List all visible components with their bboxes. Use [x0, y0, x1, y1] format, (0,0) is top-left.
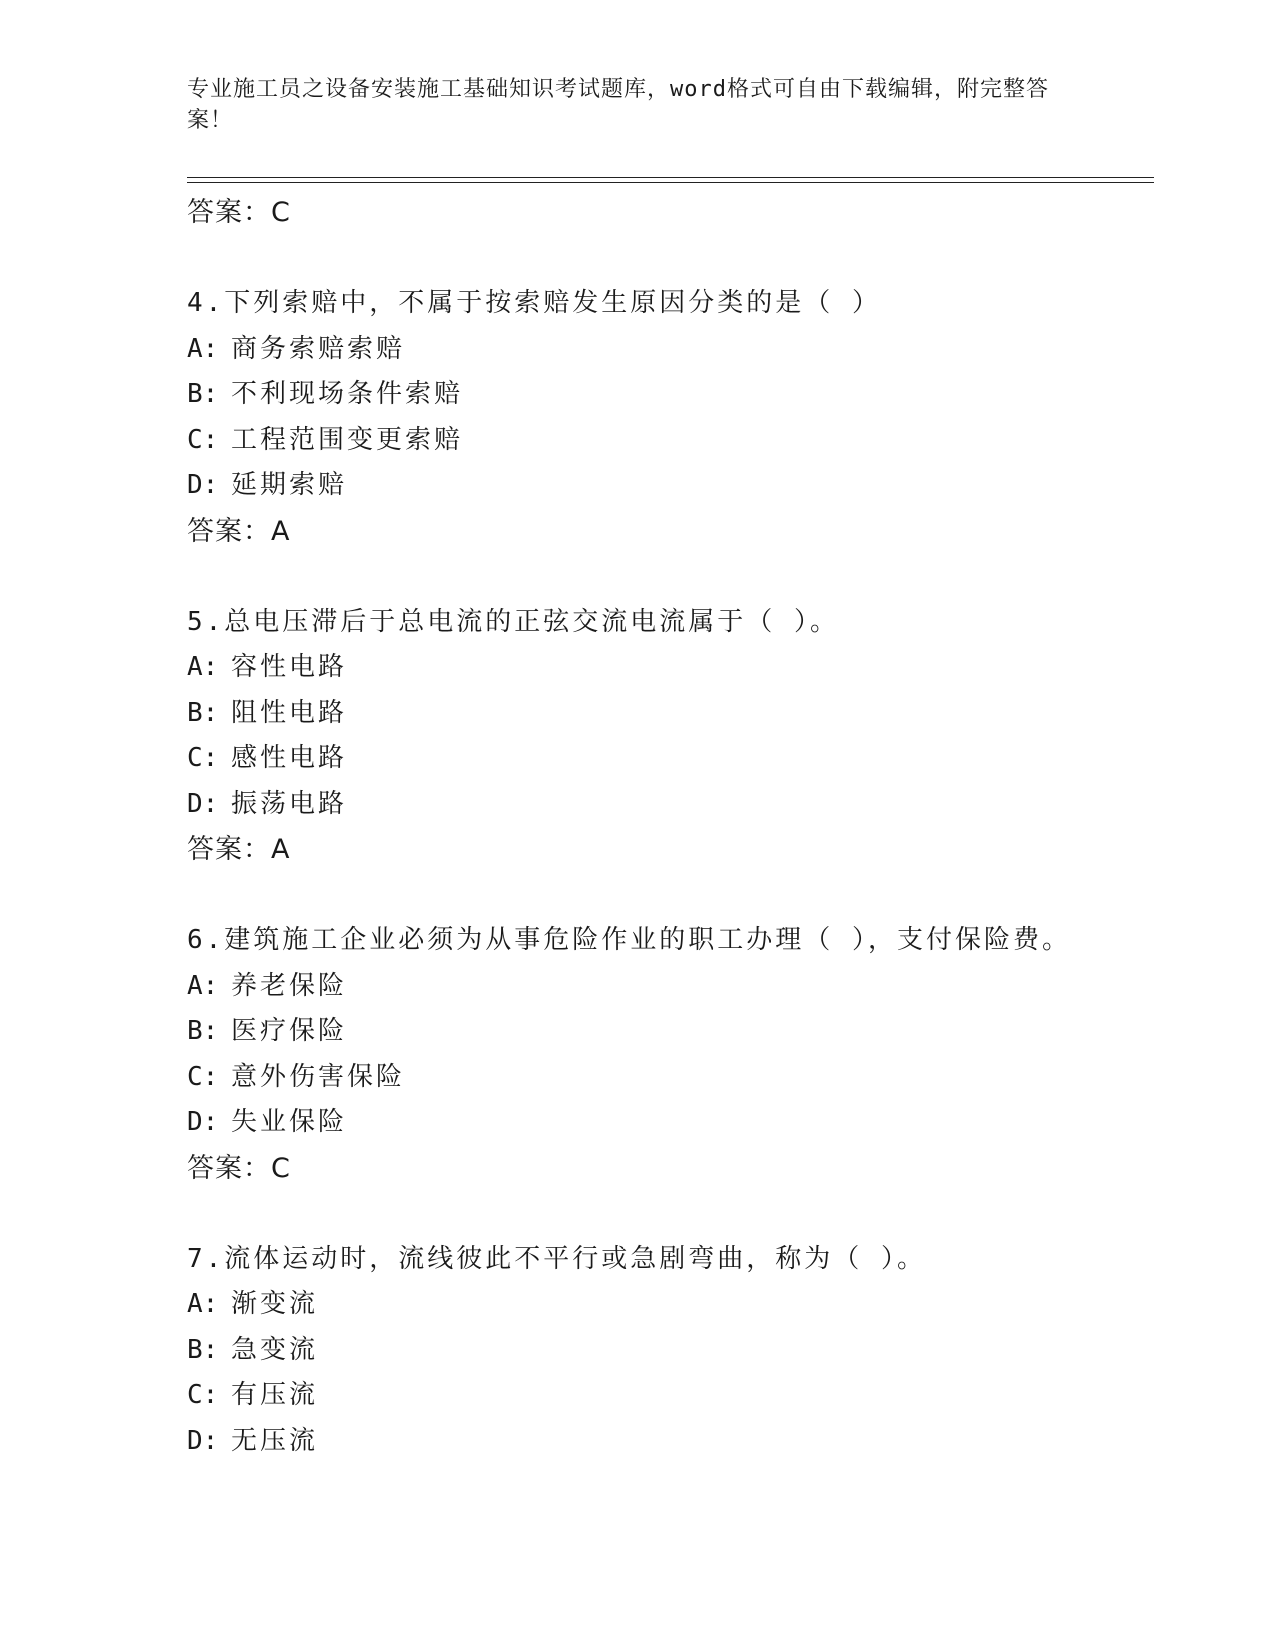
- option-label: B:: [187, 1016, 219, 1046]
- option-row: [187, 1055, 1147, 1101]
- option-text: 养老保险: [231, 970, 348, 1001]
- option-text: 振荡电路: [231, 788, 348, 819]
- spacer: [187, 555, 1147, 600]
- option-label: A:: [187, 1289, 219, 1319]
- option-row: [187, 736, 1147, 782]
- questions-container: [187, 281, 1147, 1464]
- spacer: [187, 873, 1147, 918]
- answer-line: 答案：A: [187, 834, 291, 865]
- question-block: [187, 281, 1147, 600]
- option-row: [187, 964, 1147, 1010]
- option-text: 工程范围变更索赔: [231, 424, 464, 455]
- option-label: C:: [187, 1061, 219, 1092]
- option-label: A:: [187, 652, 219, 682]
- option-text: 有压流: [231, 1380, 319, 1410]
- answer-line: 答案：A: [187, 515, 291, 547]
- option-row: [187, 645, 1147, 691]
- option-label: C:: [187, 424, 219, 455]
- option-text: 不利现场条件索赔: [231, 379, 464, 409]
- option-label: A:: [187, 970, 219, 1001]
- answer-line: 答案：C: [187, 1152, 291, 1184]
- option-label: B:: [187, 697, 219, 728]
- option-row: [187, 1282, 1147, 1328]
- option-text: 急变流: [231, 1334, 319, 1365]
- option-label: D:: [187, 470, 219, 500]
- question-stem: 5.总电压滞后于总电流的正弦交流电流属于（ ）。: [187, 606, 839, 637]
- option-text: 感性电路: [231, 743, 348, 773]
- option-text: 渐变流: [231, 1289, 319, 1319]
- question-list: [187, 190, 1147, 1464]
- spacer: [187, 236, 1147, 281]
- option-label: A:: [187, 333, 219, 364]
- option-label: D:: [187, 788, 219, 819]
- question-block: [187, 1237, 1147, 1465]
- option-row: [187, 782, 1147, 828]
- option-text: 容性电路: [231, 652, 348, 682]
- option-label: B:: [187, 379, 219, 409]
- option-label: C:: [187, 1380, 219, 1410]
- option-text: 商务索赔索赔: [231, 333, 406, 364]
- header-divider-bottom: [187, 182, 1154, 183]
- question-block: [187, 918, 1147, 1237]
- option-text: 延期索赔: [231, 470, 348, 500]
- question-stem: 7.流体运动时，流线彼此不平行或急剧弯曲，称为（ ）。: [187, 1243, 926, 1274]
- option-text: 意外伤害保险: [231, 1061, 406, 1092]
- option-row: [187, 1328, 1147, 1374]
- question-stem: 4.下列索赔中，不属于按索赔发生原因分类的是（ ）: [187, 288, 881, 318]
- option-label: B:: [187, 1334, 219, 1365]
- option-row: [187, 327, 1147, 373]
- question-stem: 6.建筑施工企业必须为从事危险作业的职工办理（ ），支付保险费。: [187, 925, 1071, 955]
- option-text: 医疗保险: [231, 1016, 348, 1046]
- option-row: [187, 1419, 1147, 1465]
- option-row: [187, 1373, 1147, 1419]
- option-label: D:: [187, 1107, 219, 1137]
- option-row: [187, 1009, 1147, 1055]
- document-header: 专业施工员之设备安装施工基础知识考试题库，word格式可自由下载编辑，附完整答案！: [187, 77, 1049, 133]
- option-row: [187, 691, 1147, 737]
- option-label: D:: [187, 1425, 219, 1456]
- option-row: [187, 1100, 1147, 1146]
- question-block: [187, 600, 1147, 919]
- option-row: [187, 372, 1147, 418]
- option-row: [187, 463, 1147, 509]
- header-divider-top: [187, 177, 1154, 178]
- option-row: [187, 418, 1147, 464]
- option-label: C:: [187, 743, 219, 773]
- option-text: 失业保险: [231, 1107, 348, 1137]
- option-text: 阻性电路: [231, 697, 348, 728]
- answer-line: 答案：C: [187, 197, 291, 228]
- option-text: 无压流: [231, 1425, 319, 1456]
- spacer: [187, 1192, 1147, 1237]
